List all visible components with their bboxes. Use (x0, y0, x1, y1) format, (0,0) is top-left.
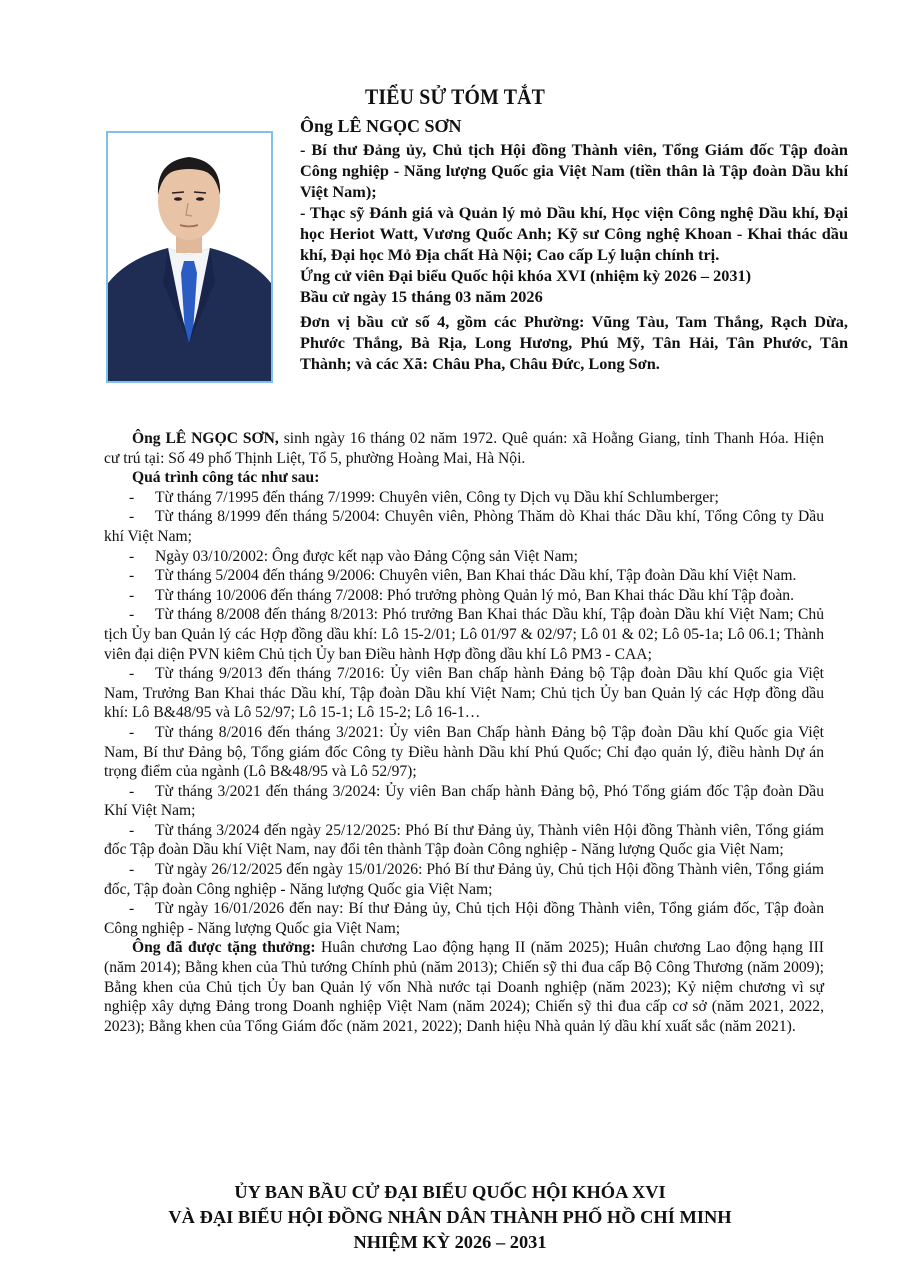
career-item (104, 605, 824, 664)
career-item (104, 782, 824, 821)
career-item (104, 899, 824, 938)
career-item-text: Từ tháng 7/1995 đến tháng 7/1999: Chuyên viên, Công ty Dịch vụ Dầu khí Schlumberger; (155, 488, 719, 506)
career-item-text: Từ tháng 3/2021 đến tháng 3/2024: Ủy viên Ban chấp hành Đảng bộ, Phó Tổng giám đốc Tập đoàn Dầu Khí Việt Nam; (104, 782, 824, 820)
constituency: Đơn vị bầu cử số 4, gồm các Phường: Vũng Tàu, Tam Thắng, Rạch Dừa, Phước Thắng, Bà Rịa, Long Hương, Phú Mỹ, Tân Hải, Tân Phước, Tân Thành; và các Xã: Châu Pha, Châu Đức, Long Sơn. (300, 312, 848, 373)
document-title (0, 84, 900, 110)
candidate-education: - Thạc sỹ Đánh giá và Quản lý mỏ Dầu khí, Học viện Công nghệ Dầu khí, Đại học Heriot Watt, Vương Quốc Anh; Kỹ sư Công nghệ Khoan - Khai thác dầu khí, Đại học Mỏ Địa chất Hà Nội; Cao cấp Lý luận chính trị. (300, 203, 848, 264)
candidate-positions: - Bí thư Đảng ủy, Chủ tịch Hội đồng Thành viên, Tổng Giám đốc Tập đoàn Công nghiệp - Năng lượng Quốc gia Việt Nam (tiền thân là Tập đoàn Dầu khí Việt Nam); (300, 140, 848, 201)
career-heading-text: Quá trình công tác như sau: (132, 469, 320, 487)
career-item (104, 547, 824, 567)
dash-marker: - (129, 586, 135, 604)
career-item (104, 860, 824, 899)
career-item (104, 566, 824, 586)
dash-marker: - (129, 782, 135, 800)
candidate-name: Ông LÊ NGỌC SƠN (300, 116, 462, 136)
awards-label: Ông đã được tặng thưởng: (132, 939, 316, 957)
career-item (104, 664, 824, 723)
election-date: Bầu cử ngày 15 tháng 03 năm 2026 (300, 287, 543, 306)
dash-marker: - (129, 900, 135, 918)
career-item (104, 723, 824, 782)
dash-marker: - (129, 567, 135, 585)
document-title-text: TIỂU SỬ TÓM TẮT (364, 84, 546, 109)
career-item-text: Từ ngày 26/12/2025 đến ngày 15/01/2026: Phó Bí thư Đảng ủy, Chủ tịch Hội đồng Thành viên, Tổng giám đốc, Tập đoàn Công nghiệp - Năng lượng Quốc gia Việt Nam; (104, 861, 824, 898)
career-item-text: Từ tháng 3/2024 đến ngày 25/12/2025: Phó Bí thư Đảng ủy, Thành viên Hội đồng Thành viên, Tổng giám đốc Tập đoàn Dầu khí Việt Nam, nay đổi tên thành Tập đoàn Công nghiệp - Năng lượng Quốc gia Việt Nam; (104, 821, 824, 859)
career-item-text: Từ tháng 10/2006 đến tháng 7/2008: Phó trưởng phòng Quản lý mỏ, Ban Khai thác Dầu khí Tập đoàn. (155, 586, 794, 604)
portrait-photo (106, 131, 273, 383)
career-item-text: Từ tháng 8/1999 đến tháng 5/2004: Chuyên viên, Phòng Thăm dò Khai thác Dầu khí, Tổng Công ty Dầu khí Việt Nam; (104, 508, 824, 545)
career-item (104, 488, 824, 508)
dash-marker: - (129, 861, 135, 879)
career-item (104, 821, 824, 860)
dash-marker: - (129, 508, 135, 526)
career-item-text: Ngày 03/10/2002: Ông được kết nạp vào Đảng Cộng sản Việt Nam; (155, 547, 579, 565)
candidacy-line: Ứng cử viên Đại biểu Quốc hội khóa XVI (nhiệm kỳ 2026 – 2031) (300, 266, 752, 285)
portrait-image-icon (108, 133, 271, 381)
career-item-text: Từ tháng 8/2016 đến tháng 3/2021: Ủy viên Ban Chấp hành Đảng bộ Tập đoàn Dầu khí Quốc gia Việt Nam, Bí thư Đảng bộ, Tổng giám đốc Công ty Điều hành Dầu khí Phú Quốc; Chỉ đạo quản lý, điều hành Dự án trọng điểm của ngành (Lô B&48/95 và Lô 52/97); (104, 723, 824, 781)
dash-marker: - (129, 606, 135, 624)
candidate-header (300, 116, 848, 374)
career-item-text: Từ tháng 9/2013 đến tháng 7/2016: Ủy viên Ban chấp hành Đảng bộ Tập đoàn Dầu khí Quốc gia Việt Nam, Trưởng Ban Khai thác Dầu khí, Tập đoàn Dầu khí Việt Nam; Chủ tịch Ủy ban Quản lý các Hợp đồng dầu khí: Lô B&48/95 và Lô 52/97; Lô 15-1; Lô 15-2; Lô 16-1… (104, 665, 824, 722)
career-item (104, 586, 824, 606)
dash-marker: - (129, 665, 135, 683)
dash-marker: - (129, 821, 135, 839)
dash-marker: - (129, 547, 135, 565)
career-item-text: Từ tháng 8/2008 đến tháng 8/2013: Phó trưởng Ban Khai thác Dầu khí, Tập đoàn Dầu khí Việt Nam; Chủ tịch Ủy ban Quản lý các Hợp đồng dầu khí: Lô 15-2/01; Lô 01/97 & 02/97; Lô 01 & 02; Lô 05-1a; Lô 06.1; Thành viên đại diện PVN kiêm Chủ tịch Ủy ban Điều hành Hợp đồng dầu khí Lô PM3 - CAA; (104, 606, 824, 663)
intro-paragraph (104, 429, 824, 468)
election-committee-footer (0, 1180, 900, 1255)
career-item (104, 507, 824, 546)
footer-line-2: VÀ ĐẠI BIỂU HỘI ĐỒNG NHÂN DÂN THÀNH PHỐ HỒ CHÍ MINH (168, 1207, 732, 1227)
biography-body (104, 429, 824, 1036)
dash-marker: - (129, 723, 135, 741)
footer-line-1: ỦY BAN BẦU CỬ ĐẠI BIỂU QUỐC HỘI KHÓA XVI (234, 1182, 666, 1202)
awards-paragraph (104, 938, 824, 1036)
awards-text: Huân chương Lao động hạng II (năm 2025); Huân chương Lao động hạng III (năm 2014); Bằng khen của Thủ tướng Chính phủ (năm 2013); Chiến sỹ thi đua cấp Bộ Công Thương (năm 2009); Bằng khen của Chủ tịch Ủy ban Quản lý vốn Nhà nước tại Doanh nghiệp (năm 2023); Kỷ niệm chương vì sự nghiệp xây dựng Đảng trong Doanh nghiệp Việt Nam (năm 2024); Chiến sỹ thi đua cấp cơ sở (năm 2021, 2022, 2023); Bằng khen của Tổng Giám đốc (năm 2021, 2022); Danh hiệu Nhà quản lý dầu khí xuất sắc (năm 2021). (104, 939, 824, 1035)
intro-name: Ông LÊ NGỌC SƠN, (132, 430, 279, 447)
career-item-text: Từ ngày 16/01/2026 đến nay: Bí thư Đảng ủy, Chủ tịch Hội đồng Thành viên, Tổng giám đốc, Tập đoàn Công nghiệp - Năng lượng Quốc gia Việt Nam; (104, 900, 824, 937)
intro-text: sinh ngày 16 tháng 02 năm 1972. Quê quán: xã Hoằng Giang, tỉnh Thanh Hóa. Hiện cư trú tại: Số 49 phố Thịnh Liệt, Tổ 5, phường Hoàng Mai, Hà Nội. (104, 430, 825, 467)
career-item-text: Từ tháng 5/2004 đến tháng 9/2006: Chuyên viên, Ban Khai thác Dầu khí, Tập đoàn Dầu khí Việt Nam. (155, 567, 797, 585)
footer-line-3: NHIỆM KỲ 2026 – 2031 (353, 1232, 547, 1252)
career-heading (104, 468, 824, 488)
dash-marker: - (129, 488, 135, 506)
